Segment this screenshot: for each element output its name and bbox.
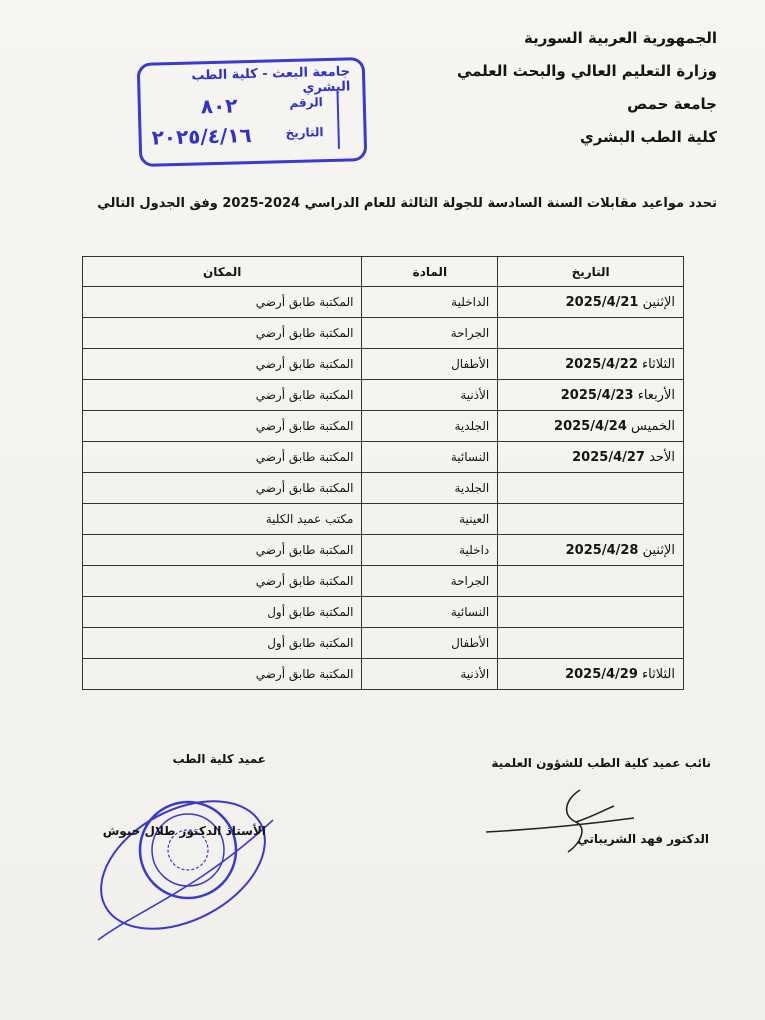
stamp-number: ٨٠٢ xyxy=(200,93,238,119)
cell-date xyxy=(498,442,684,473)
cell-subject: الداخلية xyxy=(362,287,498,318)
stamp-date: ٢٠٢٥/٤/١٦ xyxy=(151,123,252,150)
registry-stamp xyxy=(137,57,368,167)
cell-subject: الجراحة xyxy=(362,566,498,597)
cell-date xyxy=(498,535,684,566)
cell-day: الثلاثاء xyxy=(642,666,675,682)
table-row xyxy=(83,473,684,504)
cell-subject: الأذنية xyxy=(362,659,498,690)
cell-date xyxy=(498,349,684,380)
cell-date xyxy=(498,380,684,411)
cell-date-value: 2025/4/22 xyxy=(565,356,638,372)
cell-date-value: 2025/4/21 xyxy=(565,294,639,310)
cell-date xyxy=(498,287,684,318)
letterhead-faculty: كلية الطب البشري xyxy=(579,128,717,146)
handwritten-signature-icon xyxy=(484,786,644,856)
table-row xyxy=(83,566,684,597)
cell-date xyxy=(498,411,684,442)
cell-day: الخميس xyxy=(631,418,675,434)
letterhead xyxy=(457,22,717,154)
schedule-table xyxy=(82,256,684,690)
cell-date xyxy=(498,318,684,349)
vice-dean-name: الدكتور فهد الشريباتي xyxy=(577,832,709,846)
stamp-date-label: التاريخ xyxy=(285,125,324,141)
table-row xyxy=(83,442,684,473)
stamp-title: جامعة البعث - كلية الطب البشري xyxy=(191,64,351,96)
cell-date xyxy=(498,566,684,597)
cell-place: المكتبة طابق أرضي xyxy=(83,411,362,442)
vice-dean-title: نائب عميد كلية الطب للشؤون العلمية xyxy=(491,756,711,770)
stamp-number-label: الرقم xyxy=(289,95,323,111)
table-row xyxy=(83,349,684,380)
cell-subject: النسائية xyxy=(362,442,498,473)
table-header-row xyxy=(83,257,684,287)
cell-place: المكتبة طابق أول xyxy=(83,597,362,628)
cell-place: المكتبة طابق أرضي xyxy=(83,659,362,690)
table-row xyxy=(83,318,684,349)
cell-date xyxy=(498,628,684,659)
cell-day: الإثنين xyxy=(642,294,675,310)
cell-subject: النسائية xyxy=(362,597,498,628)
intro-text: تحدد مواعيد مقابلات السنة السادسة للجولة الثالثة للعام الدراسي 2024-2025 وفق الجدول التالي xyxy=(97,196,717,211)
cell-place: المكتبة طابق أرضي xyxy=(83,380,362,411)
cell-day: الثلاثاء xyxy=(642,356,675,372)
table-row xyxy=(83,411,684,442)
letterhead-republic: الجمهورية العربية السورية xyxy=(524,29,717,47)
cell-date-value: 2025/4/23 xyxy=(560,387,634,403)
dean-name: الأستاذ الدكتور طلال حبوش xyxy=(102,824,266,838)
cell-date-value: 2025/4/29 xyxy=(565,666,638,682)
table-row xyxy=(83,659,684,690)
cell-place: المكتبة طابق أرضي xyxy=(83,349,362,380)
dean-signature-block xyxy=(96,752,266,838)
cell-place: المكتبة طابق أرضي xyxy=(83,442,362,473)
cell-place: مكتب عميد الكلية xyxy=(83,504,362,535)
header-date: التاريخ xyxy=(498,257,684,287)
letterhead-ministry: وزارة التعليم العالي والبحث العلمي xyxy=(456,62,717,80)
cell-subject: الجلدية xyxy=(362,473,498,504)
cell-subject: داخلية xyxy=(362,535,498,566)
cell-date-value: 2025/4/27 xyxy=(572,449,645,465)
cell-day: الأحد xyxy=(649,449,675,465)
cell-date xyxy=(498,473,684,504)
header-subject: المادة xyxy=(362,257,498,287)
cell-date-value: 2025/4/28 xyxy=(565,542,639,558)
header-place: المكان xyxy=(83,257,362,287)
cell-place: المكتبة طابق أرضي xyxy=(83,318,362,349)
table-row xyxy=(83,628,684,659)
cell-date xyxy=(498,504,684,535)
stamp-divider xyxy=(336,90,358,149)
cell-date-value: 2025/4/24 xyxy=(554,418,627,434)
table-row xyxy=(83,535,684,566)
cell-subject: الجراحة xyxy=(362,318,498,349)
cell-place: المكتبة طابق أرضي xyxy=(83,535,362,566)
table-row xyxy=(83,287,684,318)
cell-place: المكتبة طابق أرضي xyxy=(83,473,362,504)
table-row xyxy=(83,380,684,411)
cell-date xyxy=(498,659,684,690)
dean-title: عميد كلية الطب xyxy=(172,752,266,766)
letterhead-university: جامعة حمص xyxy=(627,95,717,113)
cell-subject: الأطفال xyxy=(362,628,498,659)
cell-day: الإثنين xyxy=(642,542,675,558)
cell-date xyxy=(498,597,684,628)
cell-place: المكتبة طابق أول xyxy=(83,628,362,659)
table-row xyxy=(83,504,684,535)
table-row xyxy=(83,597,684,628)
cell-place: المكتبة طابق أرضي xyxy=(83,287,362,318)
cell-subject: الأطفال xyxy=(362,349,498,380)
cell-subject: العينية xyxy=(362,504,498,535)
cell-day: الأربعاء xyxy=(637,387,675,403)
cell-subject: الأذنية xyxy=(362,380,498,411)
cell-subject: الجلدية xyxy=(362,411,498,442)
cell-place: المكتبة طابق أرضي xyxy=(83,566,362,597)
